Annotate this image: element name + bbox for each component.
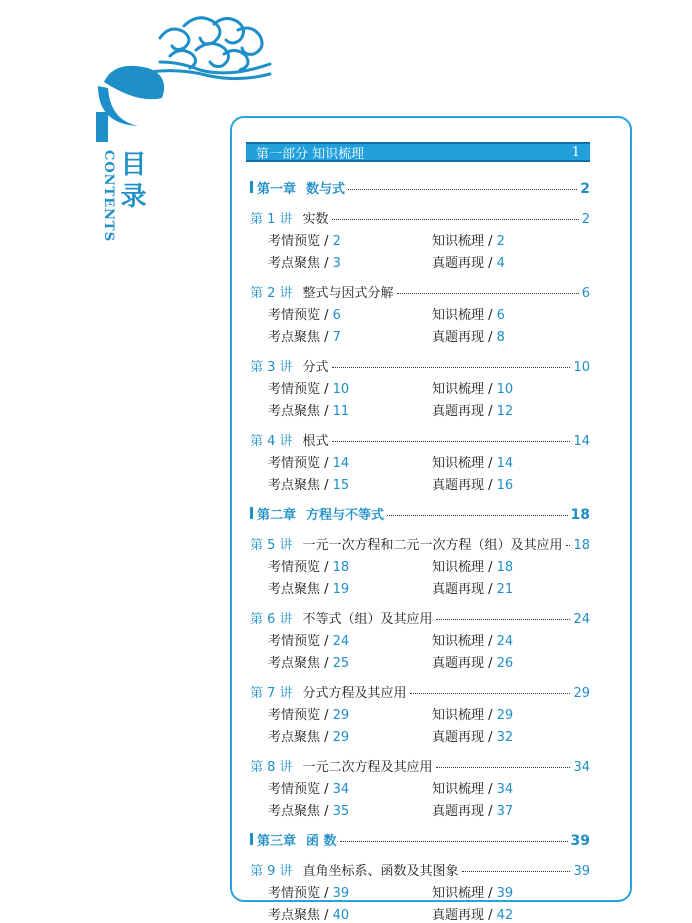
subsection-entry[interactable] xyxy=(268,326,341,345)
subsection-entry[interactable] xyxy=(268,726,349,745)
subsection-entry[interactable] xyxy=(432,904,513,923)
lecture-entry[interactable] xyxy=(250,860,590,879)
subsection-title: 知识梳理 / xyxy=(432,782,497,797)
subsection-page: 2 xyxy=(332,234,341,249)
subsection-title: 考情预览 / xyxy=(268,634,333,649)
chapter-entry[interactable] xyxy=(250,178,590,197)
subsection-title: 考点聚焦 / xyxy=(268,804,333,819)
subsection-title: 真题再现 / xyxy=(432,478,497,493)
chapter-label: 第三章 xyxy=(257,834,297,849)
dot-leader xyxy=(332,219,579,220)
subsection-title: 知识梳理 / xyxy=(432,456,497,471)
lecture-page: 24 xyxy=(573,612,590,627)
subsection-page: 40 xyxy=(332,908,350,923)
subsection-entry[interactable] xyxy=(268,882,349,901)
chapter-title: 数与式 xyxy=(306,182,346,197)
subsection-page: 4 xyxy=(496,256,505,271)
subsection-entry[interactable] xyxy=(268,904,349,923)
chapter-label: 第一章 xyxy=(257,182,297,197)
dot-leader xyxy=(340,841,568,842)
subsection-title: 真题再现 / xyxy=(432,256,497,271)
contents-label: CONTENTS xyxy=(101,150,116,243)
subsection-page: 35 xyxy=(332,804,350,819)
lecture-page: 34 xyxy=(573,760,590,775)
lecture-title: 根式 xyxy=(302,434,329,449)
chapter-entry[interactable] xyxy=(250,504,590,523)
subsection-entry[interactable] xyxy=(268,800,349,819)
subsection-title: 考情预览 / xyxy=(268,456,333,471)
subsection-entry[interactable] xyxy=(268,304,341,323)
subsection-entry[interactable] xyxy=(268,252,341,271)
lecture-title: 不等式（组）及其应用 xyxy=(302,612,433,627)
lecture-entry[interactable] xyxy=(250,534,590,553)
lecture-title: 一元二次方程及其应用 xyxy=(302,760,433,775)
subsection-entry[interactable] xyxy=(432,578,513,597)
subsection-page: 21 xyxy=(496,582,514,597)
subsection-entry[interactable] xyxy=(432,556,513,575)
lecture-label: 第 8 讲 xyxy=(250,760,293,775)
dot-leader xyxy=(397,293,579,294)
subsection-page: 3 xyxy=(332,256,341,271)
lecture-title: 实数 xyxy=(302,212,329,227)
dot-leader xyxy=(410,693,571,694)
part-title: 第一部分 知识梳理 xyxy=(256,146,365,162)
dot-leader xyxy=(566,545,571,546)
dot-leader xyxy=(387,515,567,516)
subsection-title: 真题再现 / xyxy=(432,330,497,345)
lecture-label: 第 1 讲 xyxy=(250,212,293,227)
lecture-label: 第 7 讲 xyxy=(250,686,293,701)
subsection-page: 2 xyxy=(496,234,505,249)
subsection-title: 考点聚焦 / xyxy=(268,330,333,345)
dot-leader xyxy=(462,871,571,872)
lecture-title: 分式 xyxy=(302,360,329,375)
subsection-title: 考点聚焦 / xyxy=(268,908,333,923)
lecture-entry[interactable] xyxy=(250,608,590,627)
chapter-page: 2 xyxy=(580,181,590,197)
lecture-entry[interactable] xyxy=(250,282,590,301)
subsection-page: 29 xyxy=(332,730,350,745)
subsection-entry[interactable] xyxy=(268,452,349,471)
subsection-page: 14 xyxy=(496,456,514,471)
lecture-label: 第 9 讲 xyxy=(250,864,293,879)
subsection-page: 11 xyxy=(332,404,350,419)
dot-leader xyxy=(436,767,571,768)
subsection-title: 真题再现 / xyxy=(432,656,497,671)
lecture-page: 10 xyxy=(573,360,590,375)
subsection-page: 18 xyxy=(496,560,514,575)
subsection-entry[interactable] xyxy=(432,326,505,345)
subsection-title: 考情预览 / xyxy=(268,308,333,323)
subsection-entry[interactable] xyxy=(432,778,513,797)
subsection-title: 真题再现 / xyxy=(432,730,497,745)
subsection-page: 34 xyxy=(496,782,514,797)
subsection-entry[interactable] xyxy=(268,378,349,397)
lecture-entry[interactable] xyxy=(250,430,590,449)
chapter-marker xyxy=(250,181,253,193)
lecture-title: 直角坐标系、函数及其图象 xyxy=(302,864,459,879)
subsection-page: 6 xyxy=(332,308,341,323)
subsection-title: 考点聚焦 / xyxy=(268,582,333,597)
subsection-title: 知识梳理 / xyxy=(432,308,497,323)
subsection-entry[interactable] xyxy=(432,652,513,671)
subsection-page: 25 xyxy=(332,656,350,671)
subsection-entry[interactable] xyxy=(432,474,513,493)
subsection-entry[interactable] xyxy=(432,304,505,323)
subsection-page: 12 xyxy=(496,404,514,419)
subsection-title: 考点聚焦 / xyxy=(268,256,333,271)
subsection-page: 24 xyxy=(496,634,514,649)
subsection-title: 考情预览 / xyxy=(268,382,333,397)
subsection-page: 37 xyxy=(496,804,514,819)
chapter-marker xyxy=(250,507,253,519)
subsection-page: 16 xyxy=(496,478,514,493)
lecture-page: 18 xyxy=(573,538,590,553)
subsection-page: 14 xyxy=(332,456,350,471)
subsection-page: 10 xyxy=(496,382,514,397)
subsection-title: 知识梳理 / xyxy=(432,560,497,575)
subsection-entry[interactable] xyxy=(268,556,349,575)
subsection-title: 考点聚焦 / xyxy=(268,404,333,419)
subsection-page: 39 xyxy=(332,886,350,901)
lecture-entry[interactable] xyxy=(250,682,590,701)
chapter-title: 方程与不等式 xyxy=(306,508,385,523)
subsection-title: 考情预览 / xyxy=(268,234,333,249)
lecture-page: 39 xyxy=(573,864,590,879)
dot-leader xyxy=(332,367,571,368)
subsection-title: 考情预览 / xyxy=(268,886,333,901)
subsection-page: 34 xyxy=(332,782,350,797)
lecture-entry[interactable] xyxy=(250,356,590,375)
subsection-page: 26 xyxy=(496,656,514,671)
lecture-label: 第 2 讲 xyxy=(250,286,293,301)
subsection-title: 真题再现 / xyxy=(432,404,497,419)
subsection-entry[interactable] xyxy=(268,474,349,493)
subsection-entry[interactable] xyxy=(268,652,349,671)
lecture-page: 29 xyxy=(573,686,590,701)
subsection-title: 考情预览 / xyxy=(268,782,333,797)
subsection-title: 考情预览 / xyxy=(268,708,333,723)
subsection-page: 29 xyxy=(496,708,514,723)
chapter-entry[interactable] xyxy=(250,830,590,849)
subsection-title: 知识梳理 / xyxy=(432,634,497,649)
lecture-page: 6 xyxy=(581,286,590,301)
subsection-entry[interactable] xyxy=(432,400,513,419)
subsection-entry[interactable] xyxy=(268,704,349,723)
subsection-page: 29 xyxy=(332,708,350,723)
subsection-entry[interactable] xyxy=(432,704,513,723)
contents-title: 目录 xyxy=(116,150,146,214)
subsection-entry[interactable] xyxy=(432,378,513,397)
lecture-page: 14 xyxy=(573,434,590,449)
subsection-page: 8 xyxy=(496,330,505,345)
dot-leader xyxy=(348,189,577,190)
lecture-label: 第 4 讲 xyxy=(250,434,293,449)
lecture-page: 2 xyxy=(581,212,590,227)
subsection-page: 18 xyxy=(332,560,350,575)
subsection-entry[interactable] xyxy=(268,630,349,649)
lecture-label: 第 3 讲 xyxy=(250,360,293,375)
subsection-title: 知识梳理 / xyxy=(432,708,497,723)
chapter-page: 18 xyxy=(570,507,590,523)
subsection-entry[interactable] xyxy=(432,882,513,901)
lecture-title: 整式与因式分解 xyxy=(302,286,394,301)
chapter-page: 39 xyxy=(570,833,590,849)
subsection-page: 24 xyxy=(332,634,350,649)
part-page: 1 xyxy=(571,144,580,160)
subsection-page: 19 xyxy=(332,582,350,597)
subsection-page: 32 xyxy=(496,730,514,745)
subsection-entry[interactable] xyxy=(432,230,505,249)
subsection-page: 10 xyxy=(332,382,350,397)
subsection-entry[interactable] xyxy=(268,400,349,419)
subsection-page: 6 xyxy=(496,308,505,323)
dot-leader xyxy=(332,441,571,442)
lecture-entry[interactable] xyxy=(250,208,590,227)
subsection-entry[interactable] xyxy=(432,452,513,471)
subsection-title: 真题再现 / xyxy=(432,582,497,597)
subsection-title: 真题再现 / xyxy=(432,804,497,819)
lecture-label: 第 6 讲 xyxy=(250,612,293,627)
chapter-title: 函 数 xyxy=(306,834,337,849)
subsection-page: 39 xyxy=(496,886,514,901)
lecture-entry[interactable] xyxy=(250,756,590,775)
subsection-title: 考点聚焦 / xyxy=(268,656,333,671)
subsection-title: 真题再现 / xyxy=(432,908,497,923)
subsection-title: 考情预览 / xyxy=(268,560,333,575)
subsection-title: 知识梳理 / xyxy=(432,234,497,249)
subsection-title: 知识梳理 / xyxy=(432,382,497,397)
subsection-entry[interactable] xyxy=(432,726,513,745)
chapter-marker xyxy=(250,833,253,845)
chapter-label: 第二章 xyxy=(257,508,297,523)
subsection-page: 15 xyxy=(332,478,350,493)
subsection-title: 考点聚焦 / xyxy=(268,478,333,493)
subsection-page: 42 xyxy=(496,908,514,923)
subsection-title: 考点聚焦 / xyxy=(268,730,333,745)
lecture-title: 一元一次方程和二元一次方程（组）及其应用 xyxy=(302,538,563,553)
subsection-entry[interactable] xyxy=(432,630,513,649)
dot-leader xyxy=(436,619,571,620)
lecture-label: 第 5 讲 xyxy=(250,538,293,553)
lecture-title: 分式方程及其应用 xyxy=(302,686,407,701)
subsection-title: 知识梳理 / xyxy=(432,886,497,901)
subsection-page: 7 xyxy=(332,330,341,345)
subsection-entry[interactable] xyxy=(432,252,505,271)
subsection-entry[interactable] xyxy=(432,800,513,819)
subsection-entry[interactable] xyxy=(268,578,349,597)
part-header[interactable] xyxy=(246,142,590,162)
subsection-entry[interactable] xyxy=(268,778,349,797)
subsection-entry[interactable] xyxy=(268,230,341,249)
